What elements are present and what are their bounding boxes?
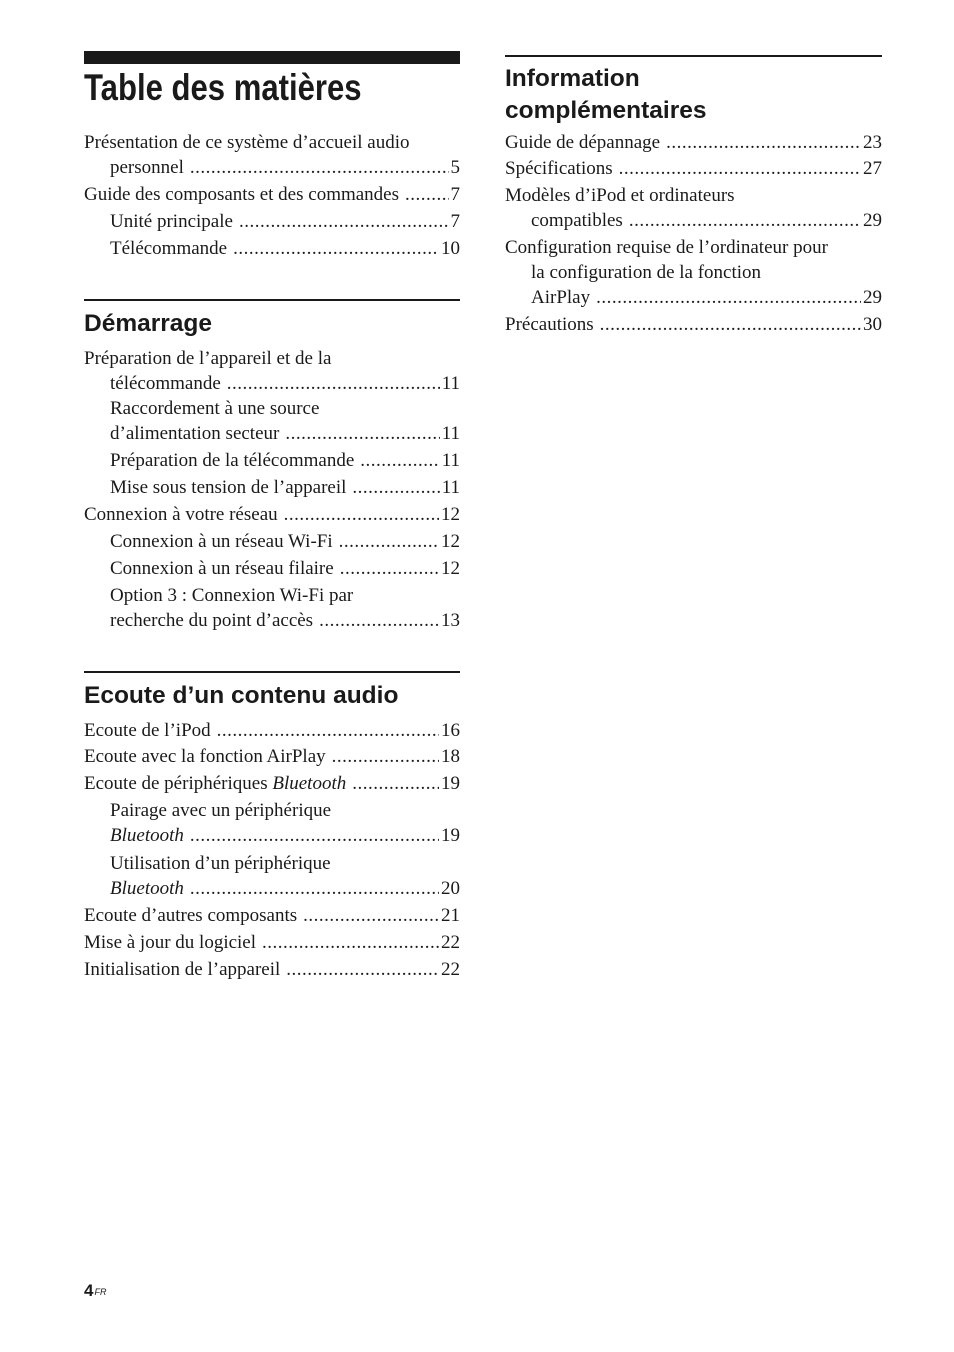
- page-ref: 22: [441, 959, 460, 980]
- page-ref: 11: [441, 423, 460, 444]
- page-ref: 7: [450, 211, 460, 232]
- section-rule: [84, 671, 460, 673]
- section-rule: [84, 299, 460, 301]
- page-ref: 21: [441, 905, 460, 926]
- toc-entry[interactable]: Mise à jour du logiciel ..... 22: [84, 930, 460, 955]
- page-ref: 11: [441, 450, 460, 471]
- page-ref: 22: [441, 932, 460, 953]
- toc-entry[interactable]: Télécommande ..... 10: [84, 236, 460, 261]
- section-information: [505, 55, 882, 337]
- page-ref: 27: [863, 158, 882, 179]
- title-bar: [84, 51, 460, 64]
- page-ref: 18: [441, 746, 460, 767]
- toc-entry[interactable]: Option 3 : Connexion Wi-Fi par recherche du point d’accès ..... 13: [84, 583, 460, 633]
- section-heading: Ecoute d’un contenu audio: [84, 682, 399, 709]
- page-ref: 10: [441, 238, 460, 259]
- page-number: $4^{FR}$: [84, 1281, 107, 1300]
- toc-entry[interactable]: Spécifications ..... 27: [505, 156, 882, 181]
- section-rule: [505, 55, 882, 57]
- toc-entry[interactable]: Préparation de l’appareil et de la télécommande ..... 11: [84, 346, 460, 396]
- page-ref: 29: [863, 287, 882, 308]
- page-ref: 12: [441, 558, 460, 579]
- page-ref: 19: [441, 825, 460, 846]
- toc-entry[interactable]: Connexion à un réseau filaire ..... 12: [84, 556, 460, 581]
- toc-intro: [84, 130, 460, 261]
- section-demarrage: [84, 299, 460, 633]
- page-ref: 19: [441, 773, 460, 794]
- toc-entry[interactable]: Ecoute d’autres composants ..... 21: [84, 903, 460, 928]
- page-ref: 16: [441, 720, 460, 741]
- page-ref: 11: [441, 477, 460, 498]
- section-heading: Démarrage: [84, 310, 213, 337]
- page-ref: 12: [441, 531, 460, 552]
- page-title: Table des matières: [84, 67, 362, 108]
- toc-entry[interactable]: Connexion à votre réseau ..... 12: [84, 502, 460, 527]
- toc-entry[interactable]: Guide de dépannage ..... 23: [505, 130, 882, 155]
- page-ref: 5: [450, 157, 460, 178]
- section-heading: Information complémentaires: [505, 65, 707, 124]
- toc-entry[interactable]: Modèles d’iPod et ordinateurs compatibles ..... 29: [505, 183, 882, 233]
- toc-entry[interactable]: Mise sous tension de l’appareil ..... 11: [84, 475, 460, 500]
- section-ecoute: [84, 671, 460, 982]
- toc-entry[interactable]: Connexion à un réseau Wi-Fi ..... 12: [84, 529, 460, 554]
- toc-entry[interactable]: Raccordement à une source d’alimentation secteur ..... 11: [84, 396, 460, 446]
- language-code: FR: [94, 1287, 107, 1297]
- toc-entry[interactable]: Utilisation d’un périphérique Bluetooth ..... 20: [84, 851, 460, 901]
- page-ref: 7: [450, 184, 460, 205]
- page-ref: 20: [441, 878, 460, 899]
- toc-entry[interactable]: Ecoute de périphériques Bluetooth ..... 19: [84, 771, 460, 796]
- page-ref: 13: [441, 610, 460, 631]
- toc-entry[interactable]: Initialisation de l’appareil ..... 22: [84, 957, 460, 982]
- toc-entry[interactable]: Ecoute de l’iPod ..... 16: [84, 718, 460, 743]
- toc-entry[interactable]: Unité principale ..... 7: [84, 209, 460, 234]
- page-ref: 11: [441, 373, 460, 394]
- page-ref: 12: [441, 504, 460, 525]
- toc-entry[interactable]: Préparation de la télécommande ..... 11: [84, 448, 460, 473]
- toc-entry[interactable]: Pairage avec un périphérique Bluetooth ..... 19: [84, 798, 460, 848]
- page-ref: 29: [863, 210, 882, 231]
- page-ref: 30: [863, 314, 882, 335]
- toc-entry[interactable]: Précautions ..... 30: [505, 312, 882, 337]
- toc-entry[interactable]: Configuration requise de l’ordinateur pour la configuration de la fonction AirPlay ..... 29: [505, 235, 882, 310]
- toc-entry[interactable]: Guide des composants et des commandes ..... 7: [84, 182, 460, 207]
- page-ref: 23: [863, 132, 882, 153]
- toc-entry[interactable]: Présentation de ce système d’accueil audio personnel ..... 5: [84, 130, 460, 180]
- toc-entry[interactable]: Ecoute avec la fonction AirPlay ..... 18: [84, 744, 460, 769]
